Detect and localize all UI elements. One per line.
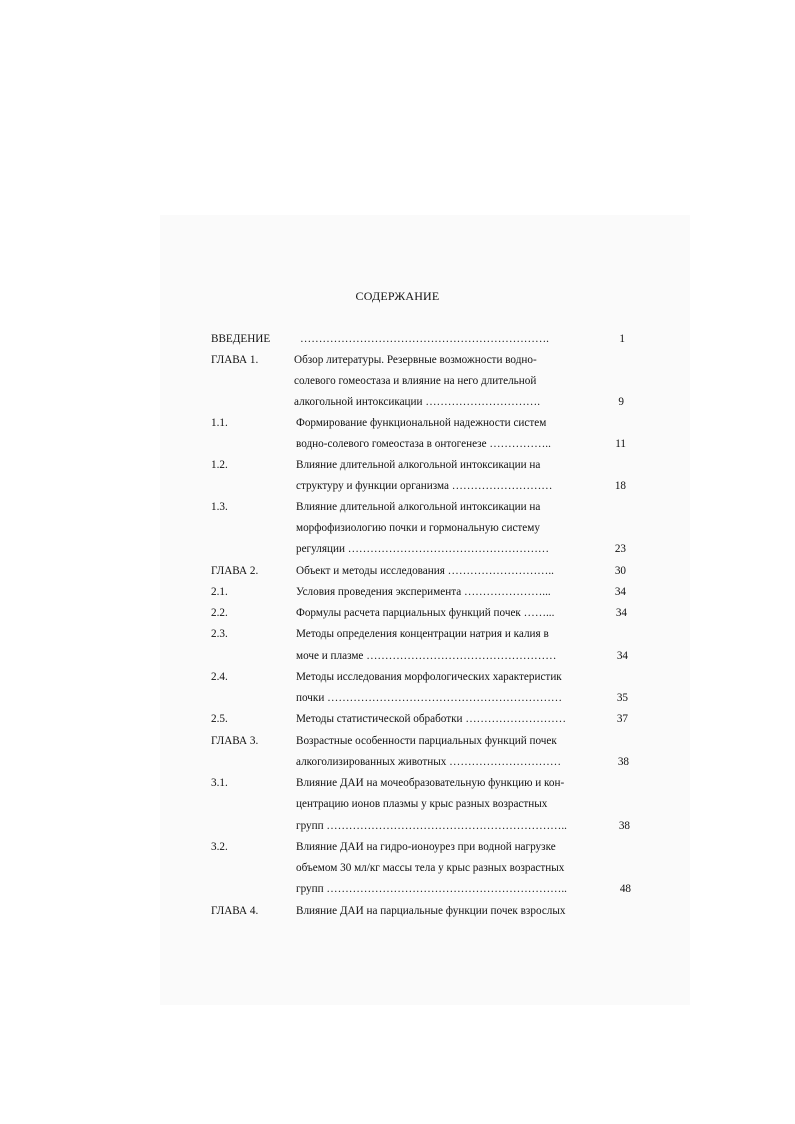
toc-label: 3.2. <box>211 841 228 853</box>
toc-text: солевого гомеостаза и влияние на него длительной <box>294 375 537 387</box>
toc-text: Формирование функциональной надежности систем <box>296 417 547 429</box>
toc-text: почки ……………………………………………………… <box>296 692 563 704</box>
toc-text: структуру и функции организма ……………………… <box>296 480 553 492</box>
toc-page: 18 <box>614 480 626 492</box>
toc-page: 35 <box>616 692 628 704</box>
toc-text: центрацию ионов плазмы у крыс разных возрастных <box>296 798 548 810</box>
toc-text: Влияние длительной алкогольной интоксикации на <box>296 459 541 471</box>
toc-label: 2.2. <box>211 607 228 619</box>
toc-text: алкогольной интоксикации …………………………. <box>294 396 540 408</box>
toc-text: Обзор литературы. Резервные возможности водно- <box>294 354 537 366</box>
toc-label: 1.3. <box>211 501 228 513</box>
toc-label: ВВЕДЕНИЕ <box>211 333 271 345</box>
toc-page: 30 <box>614 565 626 577</box>
toc-page: 48 <box>619 883 631 895</box>
toc-text: Возрастные особенности парциальных функций почек <box>296 735 557 747</box>
toc-label: 2.1. <box>211 586 228 598</box>
toc-label: ГЛАВА 3. <box>211 735 259 747</box>
toc-text: водно-солевого гомеостаза в онтогенезе …………….. <box>296 438 551 450</box>
toc-text: Методы определения концентрации натрия и калия в <box>296 628 549 640</box>
toc-page: 34 <box>616 650 628 662</box>
toc-text: алкоголизированных животных ………………………… <box>296 756 562 768</box>
toc-label: 2.4. <box>211 671 228 683</box>
toc-text: регуляции ……………………………………………… <box>296 543 550 555</box>
toc-label: 2.3. <box>211 628 228 640</box>
toc-text: групп ……………………………………………………….. <box>296 820 567 832</box>
toc-text: групп ……………………………………………………….. <box>296 883 567 895</box>
toc-page: 1 <box>619 333 625 345</box>
toc-text: Условия проведения эксперимента …………………... <box>296 586 551 598</box>
page-title: СОДЕРЖАНИЕ <box>355 289 440 303</box>
toc-label: 3.1. <box>211 777 228 789</box>
toc-text: Влияние ДАИ на гидро-ионоурез при водной нагрузке <box>296 841 556 853</box>
toc-text: Методы исследования морфологических характеристик <box>296 671 562 683</box>
toc-page: 9 <box>618 396 624 408</box>
toc-label: 2.5. <box>211 713 228 725</box>
toc-label: ГЛАВА 2. <box>211 565 259 577</box>
toc-text: …………………………………………………………. <box>300 333 549 345</box>
toc-page: 34 <box>614 586 626 598</box>
toc-text: Методы статистической обработки ……………………… <box>296 713 567 725</box>
toc-page: 23 <box>614 543 626 555</box>
toc-text: Влияние ДАИ на парциальные функции почек взрослых <box>296 905 566 917</box>
toc-label: 1.2. <box>211 459 228 471</box>
toc-text: Объект и методы исследования ……………………….. <box>296 565 554 577</box>
toc-label: 1.1. <box>211 417 228 429</box>
toc-text: морфофизиологию почки и гормональную систему <box>296 522 540 534</box>
toc-label: ГЛАВА 1. <box>211 354 259 366</box>
toc-page: 38 <box>617 756 629 768</box>
toc-text: объемом 30 мл/кг массы тела у крыс разных возрастных <box>296 862 565 874</box>
toc-page: 34 <box>615 607 627 619</box>
toc-page: 37 <box>616 713 628 725</box>
toc-text: Влияние ДАИ на мочеобразовательную функцию и кон- <box>296 777 565 789</box>
toc-page: 11 <box>615 438 626 450</box>
toc-text: Влияние длительной алкогольной интоксикации на <box>296 501 541 513</box>
toc-page: 38 <box>618 820 630 832</box>
toc-text: Формулы расчета парциальных функций почек ……... <box>296 607 555 619</box>
toc-text: моче и плазме …………………………………………… <box>296 650 557 662</box>
toc-label: ГЛАВА 4. <box>211 905 259 917</box>
